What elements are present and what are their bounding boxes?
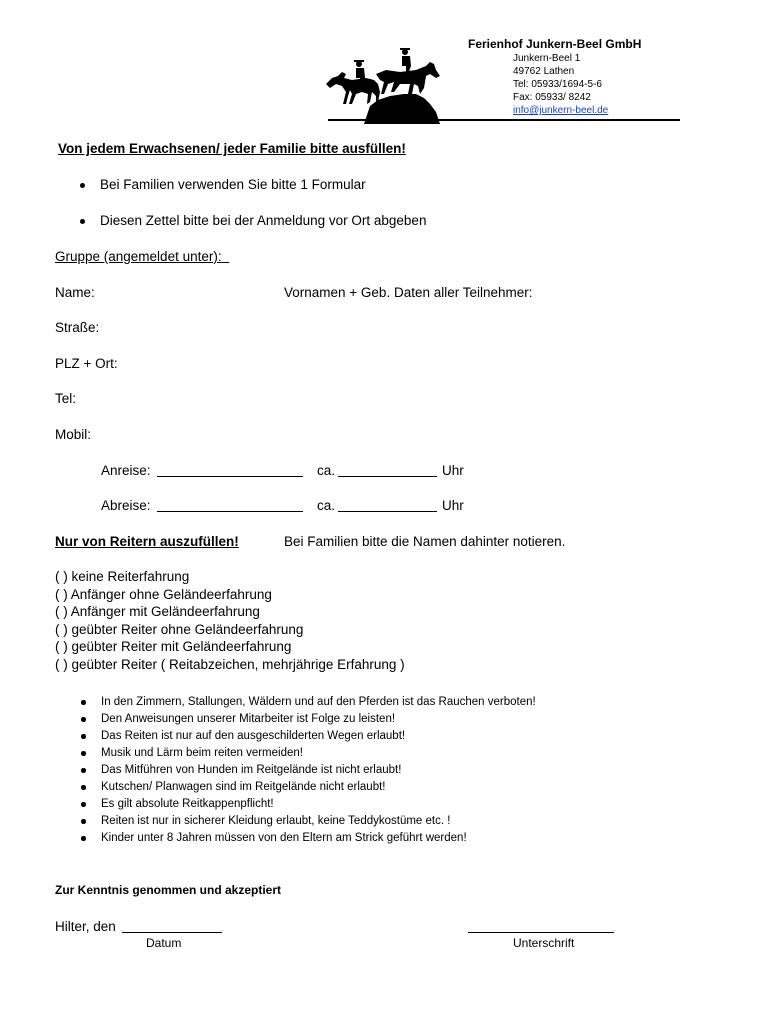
zip-city-label: PLZ + Ort: [55,356,118,371]
arrival-hour-label: Uhr [442,463,464,478]
experience-option[interactable]: ( ) Anfänger ohne Geländeerfahrung [55,586,272,602]
company-name: Ferienhof Junkern-Beel GmbH [468,37,642,51]
acknowledge-heading: Zur Kenntnis genommen und akzeptiert [55,883,282,897]
departure-date-field[interactable] [157,498,303,512]
list-item: Diesen Zettel bitte bei der Anmeldung vor Ort abgeben [78,213,426,249]
address-line: Tel: 05933/1694-5-6 [513,79,602,90]
list-item: Es gilt absolute Reitkappenpflicht! [79,797,536,814]
departure-time-field[interactable] [338,498,437,512]
address-line: 49762 Lathen [513,66,575,77]
experience-option[interactable]: ( ) geübter Reiter mit Geländeerfahrung [55,639,292,655]
tel-label: Tel: [55,391,77,406]
list-item: Musik und Lärm beim reiten vermeiden! [79,746,536,763]
experience-option[interactable]: ( ) Anfänger mit Geländeerfahrung [55,604,260,620]
horse-riders-silhouette-icon [320,44,448,124]
riders-heading: Nur von Reitern auszufüllen! [55,534,239,549]
signature-caption: Unterschrift [513,936,575,950]
header-divider [328,119,680,121]
address-line: Junkern-Beel 1 [513,53,581,64]
list-item: Den Anweisungen unserer Mitarbeiter ist Folge zu leisten! [79,712,536,729]
instructions-list [78,177,426,249]
list-item: Kutschen/ Planwagen sind im Reitgelände nicht erlaubt! [79,780,536,797]
street-label: Straße: [55,320,100,335]
arrival-label: Anreise: [101,463,151,478]
experience-option[interactable]: ( ) geübter Reiter ohne Geländeerfahrung [55,621,304,637]
address-line: Fax: 05933/ 8242 [513,92,591,103]
departure-label: Abreise: [101,498,151,513]
departure-approx-label: ca. [317,498,336,513]
list-item: Kinder unter 8 Jahren müssen von den Eltern am Strick geführt werden! [79,831,536,848]
experience-option[interactable]: ( ) keine Reiterfahrung [55,569,190,584]
place-date-label: Hilter, den [55,919,116,934]
arrival-approx-label: ca. [317,463,336,478]
list-item: Reiten ist nur in sicherer Kleidung erlaubt, keine Teddykostüme etc. ! [79,814,536,831]
mobile-label: Mobil: [55,427,92,442]
list-item: Das Reiten ist nur auf den ausgeschilderten Wegen erlaubt! [79,729,536,746]
list-item: Das Mitführen von Hunden im Reitgelände ist nicht erlaubt! [79,763,536,780]
date-field[interactable] [122,919,222,933]
instructions-heading: Von jedem Erwachsenen/ jeder Familie bitte ausfüllen! [58,141,406,156]
experience-options [55,568,405,674]
arrival-time-field[interactable] [338,463,437,477]
list-item: In den Zimmern, Stallungen, Wäldern und auf den Pferden ist das Rauchen verboten! [79,695,536,712]
name-label: Name: [55,285,95,300]
group-label: Gruppe (angemeldet unter): [55,249,222,264]
participants-label: Vornamen + Geb. Daten aller Teilnehmer: [284,285,533,300]
arrival-date-field[interactable] [157,463,303,477]
rules-list [79,695,536,848]
riders-note: Bei Familien bitte die Namen dahinter notieren. [284,534,566,549]
signature-field[interactable] [468,919,614,933]
experience-option[interactable]: ( ) geübter Reiter ( Reitabzeichen, mehrjährige Erfahrung ) [55,656,405,672]
date-caption: Datum [146,936,182,950]
email-link[interactable]: info@junkern-beel.de [513,105,609,116]
list-item: Bei Familien verwenden Sie bitte 1 Formular [78,177,426,213]
departure-hour-label: Uhr [442,498,464,513]
